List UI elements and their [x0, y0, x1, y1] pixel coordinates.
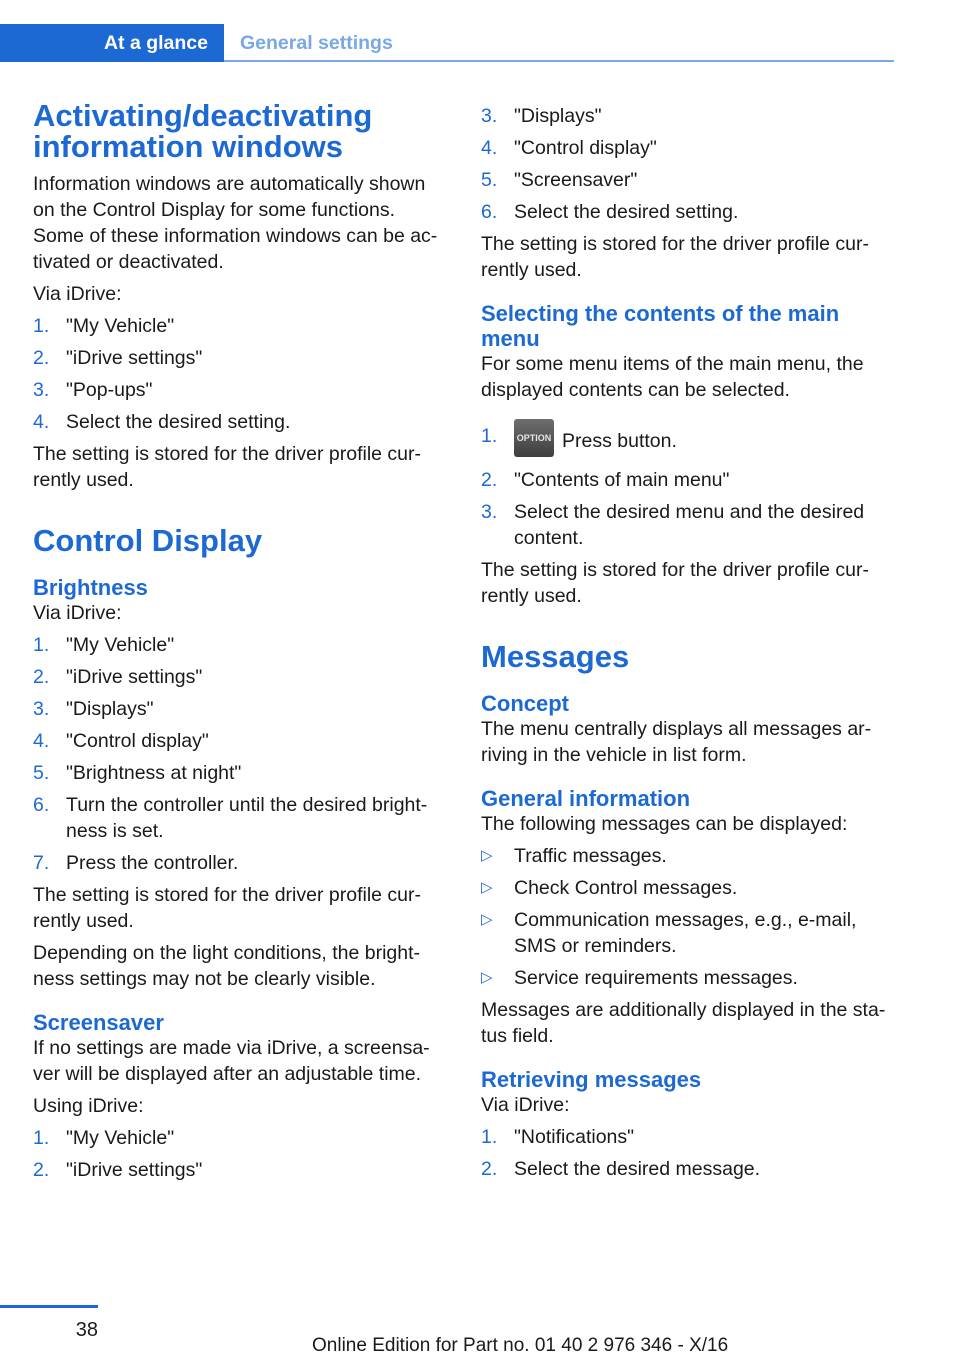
bullet-text: Service requirements messages. [514, 967, 798, 989]
step-text: "Notifications" [514, 1126, 635, 1148]
step-number: 3. [33, 379, 50, 401]
steps-list-brightness [33, 632, 445, 876]
step-text: Press button. [562, 430, 677, 453]
steps-list-main-menu [481, 417, 893, 551]
subheading-screensaver: Screensaver [33, 1010, 164, 1035]
list-item [33, 792, 445, 844]
step-number: 2. [481, 469, 498, 491]
paragraph: The menu centrally displays all messages ar‐riving in the vehicle in list form. [481, 718, 872, 766]
step-number: 1. [481, 1126, 498, 1148]
step-text: "Brightness at night" [66, 762, 242, 784]
paragraph: Information windows are automatically shown on the Control Display for some functions. Some of these information windows can be ac‐tivated or deactivated. [33, 173, 438, 273]
subheading-main-menu: Selecting the contents of the main menu [481, 301, 840, 351]
step-text: "My Vehicle" [66, 315, 175, 337]
bullet-text: Communication messages, e.g., e-mail, SMS or reminders. [514, 909, 857, 957]
list-item [481, 199, 893, 225]
step-text: Select the desired menu and the desired content. [514, 501, 865, 549]
step-number: 5. [33, 762, 50, 784]
steps-list-retrieving [481, 1124, 893, 1182]
step-number: 3. [33, 698, 50, 720]
tab-at-a-glance[interactable]: At a glance [0, 24, 224, 62]
bullet-text: Traffic messages. [514, 845, 667, 867]
list-item [481, 843, 893, 869]
list-item [33, 313, 445, 339]
list-item [33, 377, 445, 403]
step-number: 2. [33, 666, 50, 688]
step-number: 4. [33, 411, 50, 433]
subheading-concept: Concept [481, 691, 569, 716]
list-item [33, 409, 445, 435]
list-item [33, 728, 445, 754]
header-rule [224, 60, 894, 62]
step-number: 5. [481, 169, 498, 191]
step-text: Select the desired setting. [66, 411, 291, 433]
page-header [0, 24, 960, 62]
list-item [481, 103, 893, 129]
step-text: "Displays" [514, 105, 602, 127]
step-number: 1. [33, 1127, 50, 1149]
step-number: 4. [33, 730, 50, 752]
list-item [481, 167, 893, 193]
list-item [481, 499, 893, 551]
step-number: 3. [481, 105, 498, 127]
list-item [33, 345, 445, 371]
triangle-bullet-icon: ▷ [481, 969, 493, 986]
subheading-retrieving-messages: Retrieving messages [481, 1067, 702, 1092]
step-number: 6. [33, 794, 50, 816]
list-item [33, 696, 445, 722]
step-number: 1. [33, 634, 50, 656]
step-text: Select the desired setting. [514, 201, 739, 223]
paragraph: Depending on the light conditions, the bright‐ness settings may not be clearly visible. [33, 942, 421, 990]
step-text: Select the desired message. [514, 1158, 761, 1180]
subheading-brightness: Brightness [33, 575, 148, 600]
section-title-control-display: Control Display [33, 523, 263, 558]
list-item [33, 664, 445, 690]
step-number: 4. [481, 137, 498, 159]
step-text: "My Vehicle" [66, 1127, 175, 1149]
step-text: "Control display" [514, 137, 657, 159]
paragraph: The setting is stored for the driver profile cur‐rently used. [481, 233, 869, 281]
paragraph: Messages are additionally displayed in the sta‐tus field. [481, 999, 886, 1047]
paragraph: If no settings are made via iDrive, a screensa‐ver will be displayed after an adjustable time. [33, 1037, 430, 1085]
triangle-bullet-icon: ▷ [481, 911, 493, 928]
triangle-bullet-icon: ▷ [481, 879, 493, 896]
step-text: "Contents of main menu" [514, 469, 730, 491]
paragraph: For some menu items of the main menu, the displayed contents can be selected. [481, 353, 864, 401]
bullet-list-messages [481, 843, 893, 991]
list-item [33, 1125, 445, 1151]
option-button-icon: OPTION [514, 419, 554, 457]
step-number: 1. [33, 315, 50, 337]
list-item [33, 760, 445, 786]
step-number: 3. [481, 501, 498, 523]
step-text: "Screensaver" [514, 169, 638, 191]
list-item [481, 467, 893, 493]
edition-text: Online Edition for Part no. 01 40 2 976 346 - X/16 [312, 1335, 729, 1356]
steps-list-screensaver-cont [481, 103, 893, 225]
list-item [33, 632, 445, 658]
step-number: 6. [481, 201, 498, 223]
page-number: 38 [75, 1319, 98, 1341]
triangle-bullet-icon: ▷ [481, 847, 493, 864]
step-text: Turn the controller until the desired bright‐ness is set. [66, 794, 428, 842]
step-number: 1. [481, 425, 498, 447]
section-title-information-windows: Activating/deactivating information windows [33, 98, 373, 164]
list-item [481, 907, 893, 959]
right-column [481, 103, 893, 1188]
list-item [481, 965, 893, 991]
subheading-general-information: General information [481, 786, 691, 811]
paragraph: The setting is stored for the driver profile cur‐rently used. [481, 559, 869, 607]
list-item [481, 875, 893, 901]
step-text: "iDrive settings" [66, 347, 203, 369]
step-text: Press the controller. [66, 852, 239, 874]
list-item [481, 1156, 893, 1182]
list-item [33, 850, 445, 876]
via-idrive-label: Via iDrive: [33, 283, 122, 305]
using-idrive-label: Using iDrive: [33, 1095, 144, 1117]
footer-rule [0, 1305, 98, 1308]
tab-general-settings[interactable]: General settings [240, 32, 393, 54]
via-idrive-label: Via iDrive: [33, 602, 122, 624]
paragraph: The setting is stored for the driver profile cur‐rently used. [33, 884, 421, 932]
step-text: "Control display" [66, 730, 209, 752]
list-item [481, 135, 893, 161]
step-text: "My Vehicle" [66, 634, 175, 656]
step-text: "Displays" [66, 698, 154, 720]
via-idrive-label: Via iDrive: [481, 1094, 570, 1116]
step-number: 2. [481, 1158, 498, 1180]
step-text: "Pop-ups" [66, 379, 153, 401]
step-number: 2. [33, 347, 50, 369]
section-title-messages: Messages [481, 639, 630, 674]
paragraph: The following messages can be displayed: [481, 813, 848, 835]
list-item [481, 1124, 893, 1150]
paragraph: The setting is stored for the driver profile cur‐rently used. [33, 443, 421, 491]
left-column [33, 100, 445, 1189]
step-text: "iDrive settings" [66, 666, 203, 688]
list-item [33, 1157, 445, 1183]
list-item [481, 417, 893, 461]
steps-list-popups [33, 313, 445, 435]
step-text: "iDrive settings" [66, 1159, 203, 1181]
step-number: 7. [33, 852, 50, 874]
steps-list-screensaver [33, 1125, 445, 1183]
step-number: 2. [33, 1159, 50, 1181]
bullet-text: Check Control messages. [514, 877, 738, 899]
